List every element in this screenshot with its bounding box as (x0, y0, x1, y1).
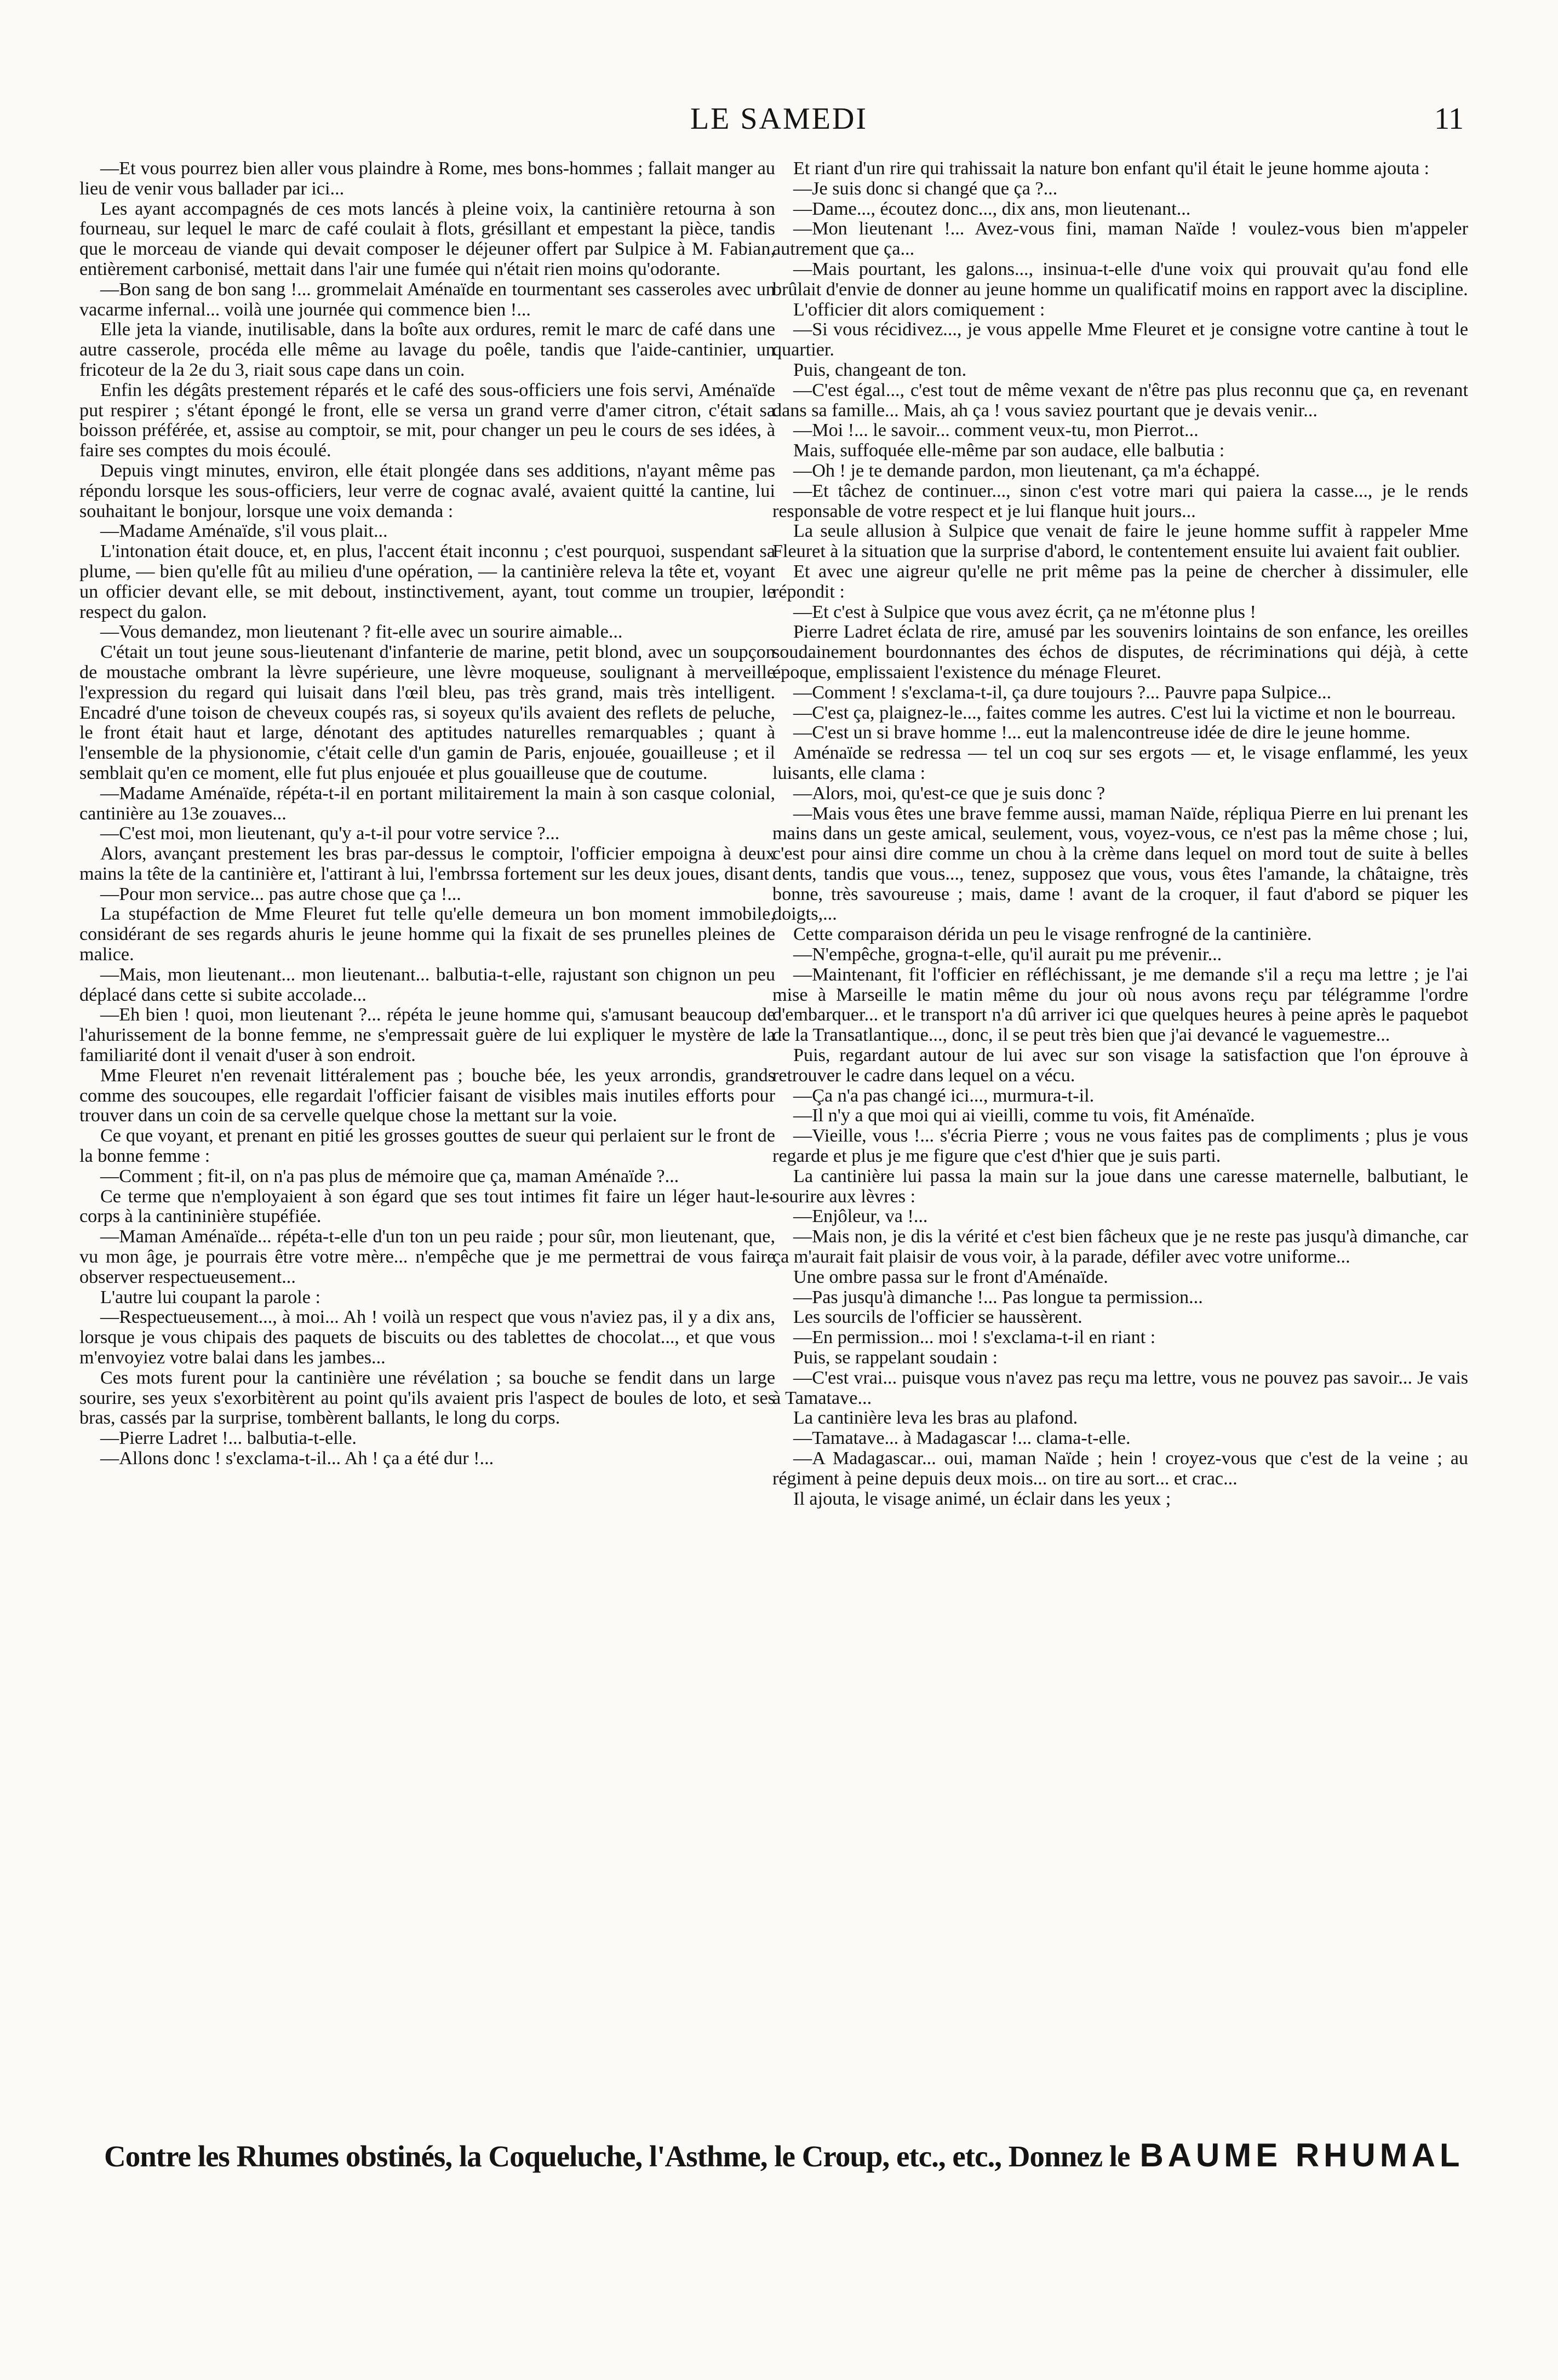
paragraph: —Maman Aménaïde... répéta-t-elle d'un ton un peu raide ; pour sûr, mon lieutenant, que, vu mon âge, je pourrais être votre mère... n'empêche que je me permettrai de vous faire observer respectueusement... (79, 1226, 775, 1287)
paragraph: —En permission... moi ! s'exclama-t-il en riant : (793, 1327, 1156, 1348)
paragraph: —Bon sang de bon sang !... grommelait Aménaïde en tourmentant ses casseroles avec un vacarme infernal... voilà une journée qui commence bien !... (79, 279, 775, 320)
paragraph: L'officier dit alors comiquement : (793, 299, 1045, 320)
paragraph: Il ajouta, le visage animé, un éclair dans les yeux ; (793, 1488, 1171, 1509)
paragraph: —Comment ; fit-il, on n'a pas plus de mémoire que ça, maman Aménaïde ?... (100, 1166, 679, 1186)
paragraph: C'était un tout jeune sous-lieutenant d'infanterie de marine, petit blond, avec un soupçon de moustache ombrant la lèvre supérieure, une lèvre moqueuse, soulignant à merveille l'expression du regard qui luisait dans l'œil bleu, pas très grand, mais très intelligent. Encadré d'une toison de cheveux coupés ras, si soyeux qu'ils avaient des reflets de peluche, le front était haut et large, dénotant des aptitudes naturelles remarquables ; quant à l'ensemble de la physionomie, c'était celle d'un gamin de Paris, enjouée, gouailleuse ; et il semblait qu'en ce moment, elle fut plus enjouée et plus gouailleuse que de coutume. (79, 642, 775, 783)
paragraph: Et riant d'un rire qui trahissait la nature bon enfant qu'il était le jeune homme ajouta : (793, 159, 1430, 179)
paragraph: —Vous demandez, mon lieutenant ? fit-elle avec un sourire aimable... (100, 622, 623, 643)
paragraph: —Et vous pourrez bien aller vous plaindre à Rome, mes bons-hommes ; fallait manger au lieu de venir vous ballader par ici... (79, 159, 775, 199)
paragraph: Enfin les dégâts prestement réparés et le café des sous-officiers une fois servi, Aménaïde put respirer ; s'étant épongé le front, elle se versa un grand verre d'amer citron, c'était sa boisson préférée, et, assise au comptoir, se mit, pour changer un peu le cours de ses idées, à faire ses comptes du mois écoulé. (79, 380, 775, 461)
paragraph: —Madame Aménaïde, s'il vous plait... (100, 521, 388, 542)
paragraph: Ce terme que n'employaient à son égard que ses tout intimes fit faire un léger haut-le-corps à la cantininière stupéfiée. (79, 1186, 775, 1227)
paragraph: —Respectueusement..., à moi... Ah ! voilà un respect que vous n'aviez pas, il y a dix ans, lorsque je vous chipais des paquets de biscuits ou des tablettes de chocolat..., et que vous m'envoyiez votre balai dans les jambes... (79, 1307, 775, 1368)
paragraph: —Ça n'a pas changé ici..., murmura-t-il. (793, 1085, 1095, 1106)
paragraph: —Tamatave... à Madagascar !... clama-t-elle. (793, 1428, 1131, 1449)
paragraph: Puis, regardant autour de lui avec sur son visage la satisfaction que l'on éprouve à retrouver le cadre dans lequel on a vécu. (772, 1045, 1468, 1086)
paragraph: —Pour mon service... pas autre chose que ça !... (100, 884, 461, 904)
paragraph: —Comment ! s'exclama-t-il, ça dure toujours ?... Pauvre papa Sulpice... (793, 682, 1332, 703)
paragraph: —C'est égal..., c'est tout de même vexant de n'être pas plus reconnu que ça, en revenant dans sa famille... Mais, ah ça ! vous saviez pourtant que je devais venir... (772, 380, 1468, 421)
paragraph: —Si vous récidivez..., je vous appelle Mme Fleuret et je consigne votre cantine à tout le quartier. (772, 319, 1468, 360)
paragraph: —Et tâchez de continuer..., sinon c'est votre mari qui paiera la casse..., je le rends responsable de votre respect et je lui flanque huit jours... (772, 480, 1468, 521)
text-column-right (772, 159, 1468, 2109)
paragraph: —C'est vrai... puisque vous n'avez pas reçu ma lettre, vous ne pouvez pas savoir... Je vais à Tamatave... (772, 1367, 1468, 1408)
text-column-left (79, 159, 775, 2109)
paragraph: Ces mots furent pour la cantinière une révélation ; sa bouche se fendit dans un large sourire, ses yeux s'exorbitèrent au point qu'ils avaient pris l'aspect de boules de loto, et ses bras, cassés par la surprise, tombèrent ballants, le long du corps. (79, 1367, 775, 1429)
page-number: 11 (1434, 102, 1464, 136)
paragraph: Aménaïde se redressa — tel un coq sur ses ergots — et, le visage enflammé, les yeux luisants, elle clama : (772, 743, 1468, 783)
paragraph: —Mais, mon lieutenant... mon lieutenant... balbutia-t-elle, rajustant son chignon un peu déplacé dans cette si subite accolade... (79, 964, 775, 1005)
page-header (0, 101, 1558, 145)
paragraph: —Pas jusqu'à dimanche !... Pas longue ta permission... (793, 1287, 1203, 1307)
paragraph: —Mais pourtant, les galons..., insinua-t-elle d'une voix qui prouvait qu'au fond elle brûlait d'envie de donner au jeune homme un qualificatif moins en rapport avec la discipline. (772, 259, 1468, 300)
paragraph: Puis, changeant de ton. (793, 359, 967, 380)
paragraph: La stupéfaction de Mme Fleuret fut telle qu'elle demeura un bon moment immobile, considérant de ses regards ahuris le jeune homme qui la fixait de ses prunelles pleines de malice. (79, 904, 775, 965)
paragraph: —Eh bien ! quoi, mon lieutenant ?... répéta le jeune homme qui, s'amusant beaucoup de l'ahurissement de la bonne femme, ne s'empressait guère de lui expliquer le mystère de la familiarité dont il venait d'user à son endroit. (79, 1005, 775, 1066)
paragraph: —Et c'est à Sulpice que vous avez écrit, ça ne m'étonne plus ! (793, 601, 1256, 622)
paragraph: Depuis vingt minutes, environ, elle était plongée dans ses additions, n'ayant même pas répondu lorsque les sous-officiers, leur verre de cognac avalé, avaient quitté la cantine, lui souhaitant le bonjour, lorsque une voix demanda : (79, 460, 775, 521)
paragraph: Mais, suffoquée elle-même par son audace, elle balbutia : (793, 440, 1225, 461)
paragraph: —Dame..., écoutez donc..., dix ans, mon lieutenant... (793, 198, 1191, 219)
paragraph: —Moi !... le savoir... comment veux-tu, mon Pierrot... (793, 420, 1199, 441)
paragraph: Mme Fleuret n'en revenait littéralement pas ; bouche bée, les yeux arrondis, grands comme des soucoupes, elle regardait l'officier faisant de visibles mais inutiles efforts pour trouver dans un coin de sa cervelle quelque chose la mettant sur la voie. (79, 1065, 775, 1126)
paragraph: L'intonation était douce, et, en plus, l'accent était inconnu ; c'est pourquoi, suspendant sa plume, — bien qu'elle fût au milieu d'une opération, — la cantinière releva la tête et, voyant un officier devant elle, se mit debout, instinctivement, ayant, tout comme un troupier, le respect du galon. (79, 541, 775, 622)
paragraph: —Oh ! je te demande pardon, mon lieutenant, ça m'a échappé. (793, 460, 1260, 481)
paragraph: —Il n'y a que moi qui ai vieilli, comme tu vois, fit Aménaïde. (793, 1105, 1255, 1126)
paragraph: La seule allusion à Sulpice que venait de faire le jeune homme suffit à rappeler Mme Fleuret à la situation que la surprise d'abord, le contentement ensuite lui avaient fait oublier. (772, 521, 1468, 562)
paragraph: —A Madagascar... oui, maman Naïde ; hein ! croyez-vous que c'est de la veine ; au régiment à peine depuis deux mois... on tire au sort... et crac... (772, 1448, 1468, 1489)
paragraph: —Madame Aménaïde, répéta-t-il en portant militairement la main à son casque colonial, cantinière au 13e zouaves... (79, 783, 775, 824)
paragraph: La cantinière leva les bras au plafond. (793, 1408, 1078, 1429)
paragraph: Pierre Ladret éclata de rire, amusé par les souvenirs lointains de son enfance, les oreilles soudainement bourdonnantes des échos de disputes, de récriminations qui déjà, à cette époque, emplissaient l'existence du ménage Fleuret. (772, 622, 1468, 683)
advertisement-banner (104, 2136, 1474, 2197)
paragraph: L'autre lui coupant la parole : (100, 1287, 321, 1307)
paragraph: —C'est un si brave homme !... eut la malencontreuse idée de dire le jeune homme. (793, 722, 1411, 743)
paragraph: Une ombre passa sur le front d'Aménaïde. (793, 1266, 1108, 1287)
paragraph: Alors, avançant prestement les bras par-dessus le comptoir, l'officier empoigna à deux mains la tête de la cantinière et, l'attirant à lui, l'embrssa fortement sur les deux joues, disant (79, 844, 775, 884)
paragraph: —Allons donc ! s'exclama-t-il... Ah ! ça a été dur !... (100, 1448, 494, 1469)
paragraph: Les sourcils de l'officier se haussèrent. (793, 1307, 1082, 1328)
paragraph: —Alors, moi, qu'est-ce que je suis donc ? (793, 783, 1106, 804)
paragraph: —Vieille, vous !... s'écria Pierre ; vous ne vous faites pas de compliments ; plus je vous regarde et plus je me figure que c'est d'hier que je suis parti. (772, 1126, 1468, 1167)
paragraph: —N'empêche, grogna-t-elle, qu'il aurait pu me prévenir... (793, 944, 1222, 965)
advertisement-text: Contre les Rhumes obstinés, la Coqueluche, l'Asthme, le Croup, etc., etc., Donnez le (104, 2140, 1130, 2173)
paragraph: Puis, se rappelant soudain : (793, 1347, 998, 1368)
advertisement-brand: BAUME RHUMAL (1139, 2137, 1464, 2173)
paragraph: Cette comparaison dérida un peu le visage renfrogné de la cantinière. (793, 924, 1312, 945)
paragraph: Elle jeta la viande, inutilisable, dans la boîte aux ordures, remit le marc de café dans une autre casserole, procéda elle même au lavage du poêle, tandis que l'aide-cantinier, un fricoteur de la 2e du 3, riait sous cape dans un coin. (79, 319, 775, 380)
paragraph: —Mais vous êtes une brave femme aussi, maman Naïde, répliqua Pierre en lui prenant les mains dans un geste amical, seulement, vous, voyez-vous, ce n'est pas la même chose ; lui, c'est pour ainsi dire comme un chou à la crème dans lequel on mord tout de suite à belles dents, tandis que vous..., tenez, supposez que vous, vous êtes l'amande, la châtaigne, très bonne, très savoureuse ; mais, dame ! avant de la croquer, il faut d'abord se piquer les doigts,... (772, 803, 1468, 925)
paragraph: —C'est moi, mon lieutenant, qu'y a-t-il pour votre service ?... (100, 823, 560, 844)
paragraph: —Enjôleur, va !... (793, 1206, 928, 1227)
paragraph: —Mais non, je dis la vérité et c'est bien fâcheux que je ne reste pas jusqu'à dimanche, car ça m'aurait fait plaisir de vous voir, à la parade, défiler avec votre uniforme... (772, 1226, 1468, 1268)
paragraph: Les ayant accompagnés de ces mots lancés à pleine voix, la cantinière retourna à son fourneau, sur lequel le marc de café coulait à flots, grésillant et empestant la pièce, tandis que le morceau de viande qui devait composer le déjeuner offert par Sulpice à M. Fabian, entièrement carbonisé, mettait dans l'air une fumée qui n'était rien moins qu'odorante. (79, 198, 775, 279)
paragraph: —C'est ça, plaignez-le..., faites comme les autres. C'est lui la victime et non le bourreau. (793, 702, 1456, 723)
paragraph: —Je suis donc si changé que ça ?... (793, 178, 1058, 199)
paragraph: —Pierre Ladret !... balbutia-t-elle. (100, 1428, 357, 1449)
paragraph: La cantinière lui passa la main sur la joue dans une caresse maternelle, balbutiant, le sourire aux lèvres : (772, 1166, 1468, 1207)
paragraph: —Maintenant, fit l'officier en réfléchissant, je me demande s'il a reçu ma lettre ; je l'ai mise à Marseille le matin même du jour où nous avons reçu par télégramme l'ordre d'embarquer... et le transport n'a dû arriver ici que quelques heures à peine après le paquebot de la Transatlantique..., donc, il se peut très bien que j'ai devancé le vaguemestre... (772, 964, 1468, 1046)
paragraph: Ce que voyant, et prenant en pitié les grosses gouttes de sueur qui perlaient sur le front de la bonne femme : (79, 1126, 775, 1167)
paragraph: —Mon lieutenant !... Avez-vous fini, maman Naïde ! voulez-vous bien m'appeler autrement que ça... (772, 219, 1468, 260)
journal-title: LE SAMEDI (690, 102, 868, 136)
paragraph: Et avec une aigreur qu'elle ne prit même pas la peine de chercher à dissimuler, elle répondit : (772, 561, 1468, 602)
